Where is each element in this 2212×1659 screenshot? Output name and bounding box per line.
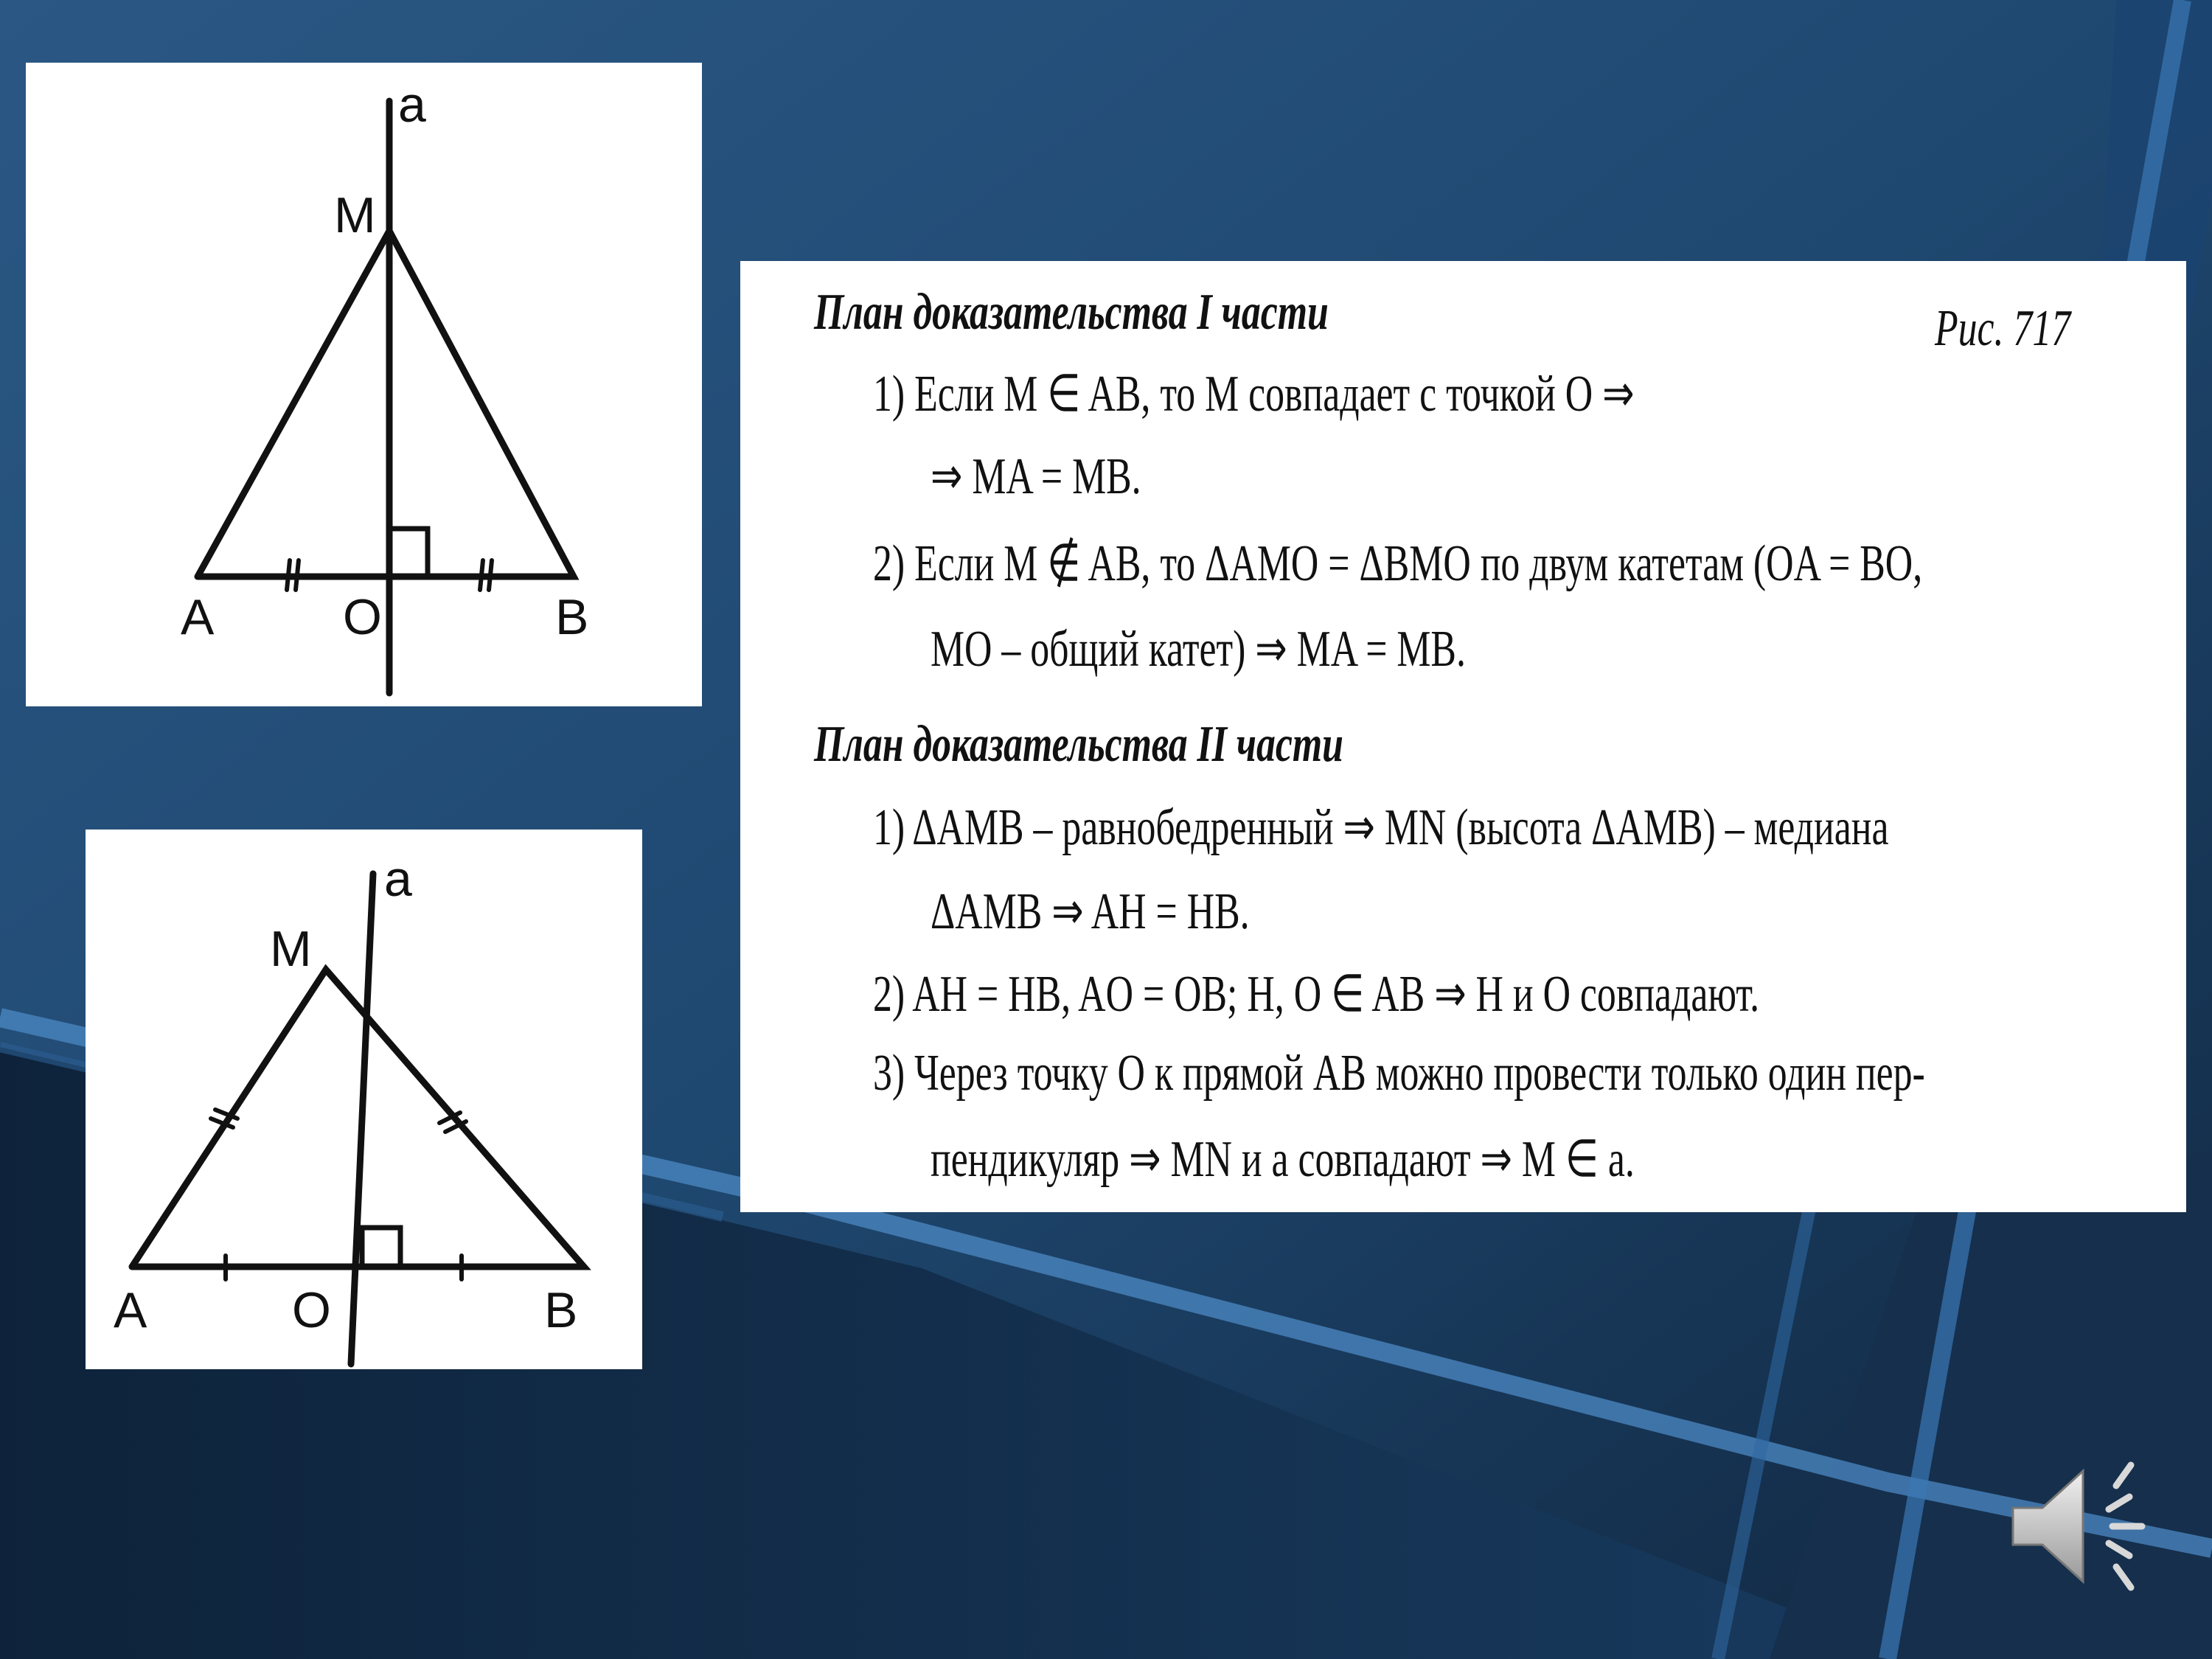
label-A: A <box>181 589 215 645</box>
part1-line-3: 2) Если M ∉ AB, то ΔAMO = ΔBMO по двум катетам (OA = BO, <box>873 535 1923 592</box>
label-A: A <box>114 1282 147 1338</box>
label-M: M <box>270 921 312 977</box>
figure-reference: Рис. 717 <box>1935 300 2071 357</box>
part1-line-4: MO – общий катет) ⇒ MA = MB. <box>931 621 1466 678</box>
part2-line-5: пендикуляр ⇒ MN и a совпадают ⇒ M ∈ a. <box>931 1131 1635 1188</box>
part2-line-4: 3) Через точку O к прямой AB можно провести только один пер- <box>873 1045 1925 1102</box>
speaker-icon-graphic <box>2006 1456 2160 1596</box>
label-a: a <box>398 77 426 133</box>
part1-line-2: ⇒ MA = MB. <box>931 448 1141 505</box>
part2-line-3: 2) AH = HB, AO = OB; H, O ∈ AB ⇒ H и O совпадают. <box>873 966 1760 1023</box>
figure-top <box>26 63 702 706</box>
label-B: B <box>544 1282 578 1338</box>
part2-line-2: ΔAMB ⇒ AH = HB. <box>931 883 1250 940</box>
part1-heading: План доказательства I части <box>814 284 1329 341</box>
label-M: M <box>334 187 376 243</box>
figure-bottom <box>86 830 642 1369</box>
speaker-icon[interactable] <box>2006 1456 2160 1596</box>
label-O: O <box>292 1282 331 1338</box>
triangle-diagram-bottom <box>86 830 642 1369</box>
label-B: B <box>555 589 589 645</box>
label-a: a <box>384 851 412 907</box>
part2-heading: План доказательства II части <box>814 716 1343 773</box>
proof-plan-panel <box>740 261 2186 1212</box>
label-O: O <box>343 589 382 645</box>
triangle-diagram-top <box>26 63 702 706</box>
part1-line-1: 1) Если M ∈ AB, то M совпадает с точкой O ⇒ <box>873 366 1635 422</box>
part2-line-1: 1) ΔAMB – равнобедренный ⇒ MN (высота ΔAMB) – медиана <box>873 799 1889 856</box>
